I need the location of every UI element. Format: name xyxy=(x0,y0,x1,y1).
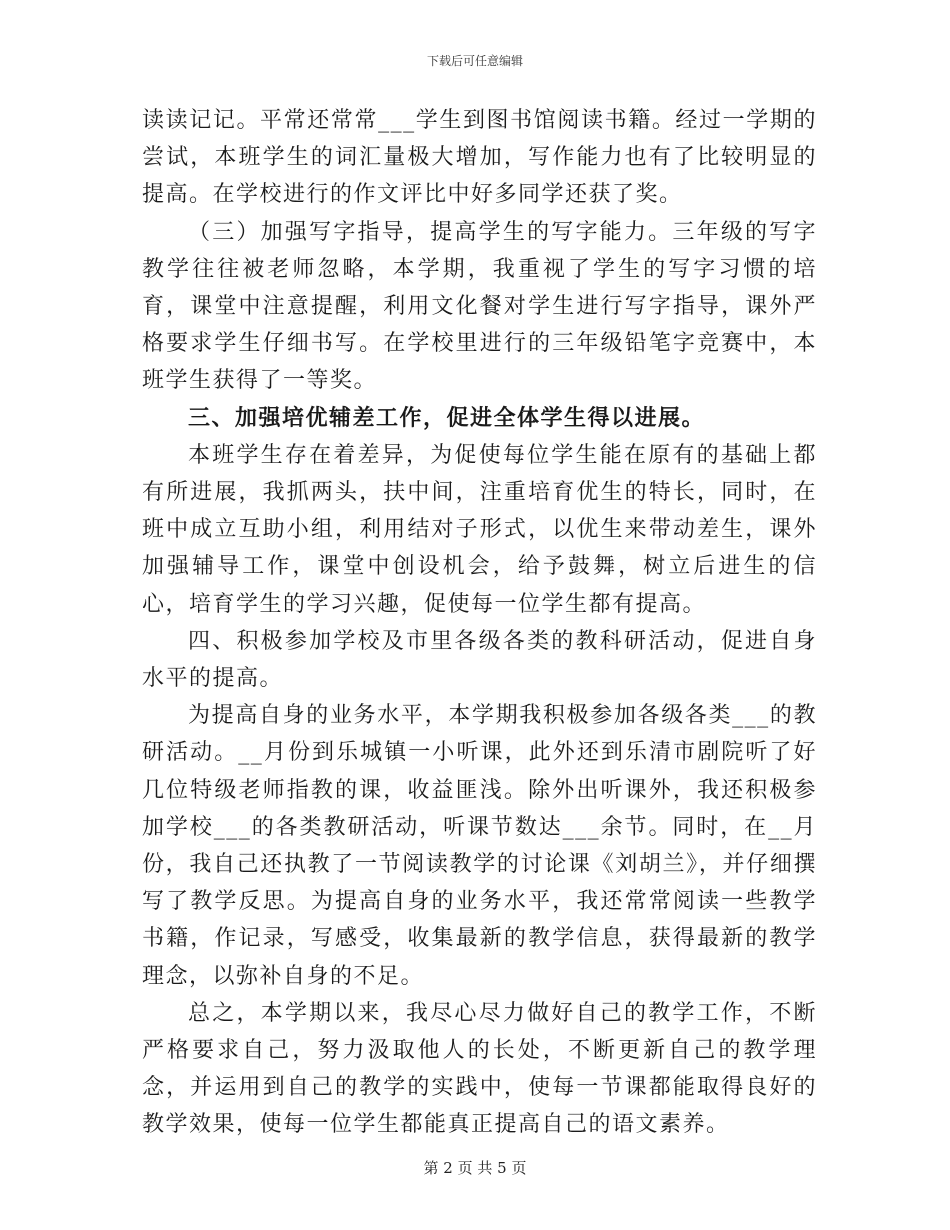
section-heading-3: 三、加强培优辅差工作，促进全体学生得以进展。 xyxy=(188,404,706,431)
paragraph-continuation: 读读记记。平常还常常___学生到图书馆阅读书籍。经过一学期的尝试，本班学生的词汇量极大增加，写作能力也有了比较明显的提高。在学校进行的作文评比中好多同学还获了奖。 xyxy=(142,108,817,208)
paragraph-writing-guidance: （三）加强写字指导，提高学生的写字能力。三年级的写字教学往往被老师忽略，本学期，我重视了学生的写字习惯的培育，课堂中注意提醒，利用文化餐对学生进行写字指导，课外严格要求学生仔细书写。在学校里进行的三年级铅笔字竞赛中，本班学生获得了一等奖。 xyxy=(142,219,817,394)
paragraph-tutoring: 本班学生存在着差异，为促使每位学生能在原有的基础上都有所进展，我抓两头，扶中间，注重培育优生的特长，同时，在班中成立互助小组，利用结对子形式，以优生来带动差生，课外加强辅导工作，课堂中创设机会，给予鼓舞，树立后进生的信心，培育学生的学习兴趣，促使每一位学生都有提高。 xyxy=(142,442,817,617)
paragraph-research-activities: 为提高自身的业务水平，本学期我积极参加各级各类___的教研活动。__月份到乐城镇一小听课，此外还到乐清市剧院听了好几位特级老师指教的课，收益匪浅。除外出听课外，我还积极参加学校___的各类教研活动，听课节数达___余节。同时，在__月份，我自己还执教了一节阅读教学的讨论课《刘胡兰》，并仔细撰写了教学反思。为提高自身的业务水平，我还常常阅读一些教学书籍，作记录，写感受，收集最新的教学信息，获得最新的教学理念，以弥补自身的不足。 xyxy=(142,703,817,989)
page-number: 第 2 页 共 5 页 xyxy=(423,1159,527,1177)
section-heading-4: 四、积极参加学校及市里各级各类的教科研活动，促进自身水平的提高。 xyxy=(142,628,817,692)
page-header: 下载后可任意编辑 xyxy=(426,54,523,68)
document-body xyxy=(142,102,817,1144)
paragraph-summary: 总之，本学期以来，我尽心尽力做好自己的教学工作，不断严格要求自己，努力汲取他人的长处，不断更新自己的教学理念，并运用到自己的教学的实践中，使每一节课都能取得良好的教学效果，使每一位学生都能真正提高自己的语文素养。 xyxy=(142,1000,817,1138)
